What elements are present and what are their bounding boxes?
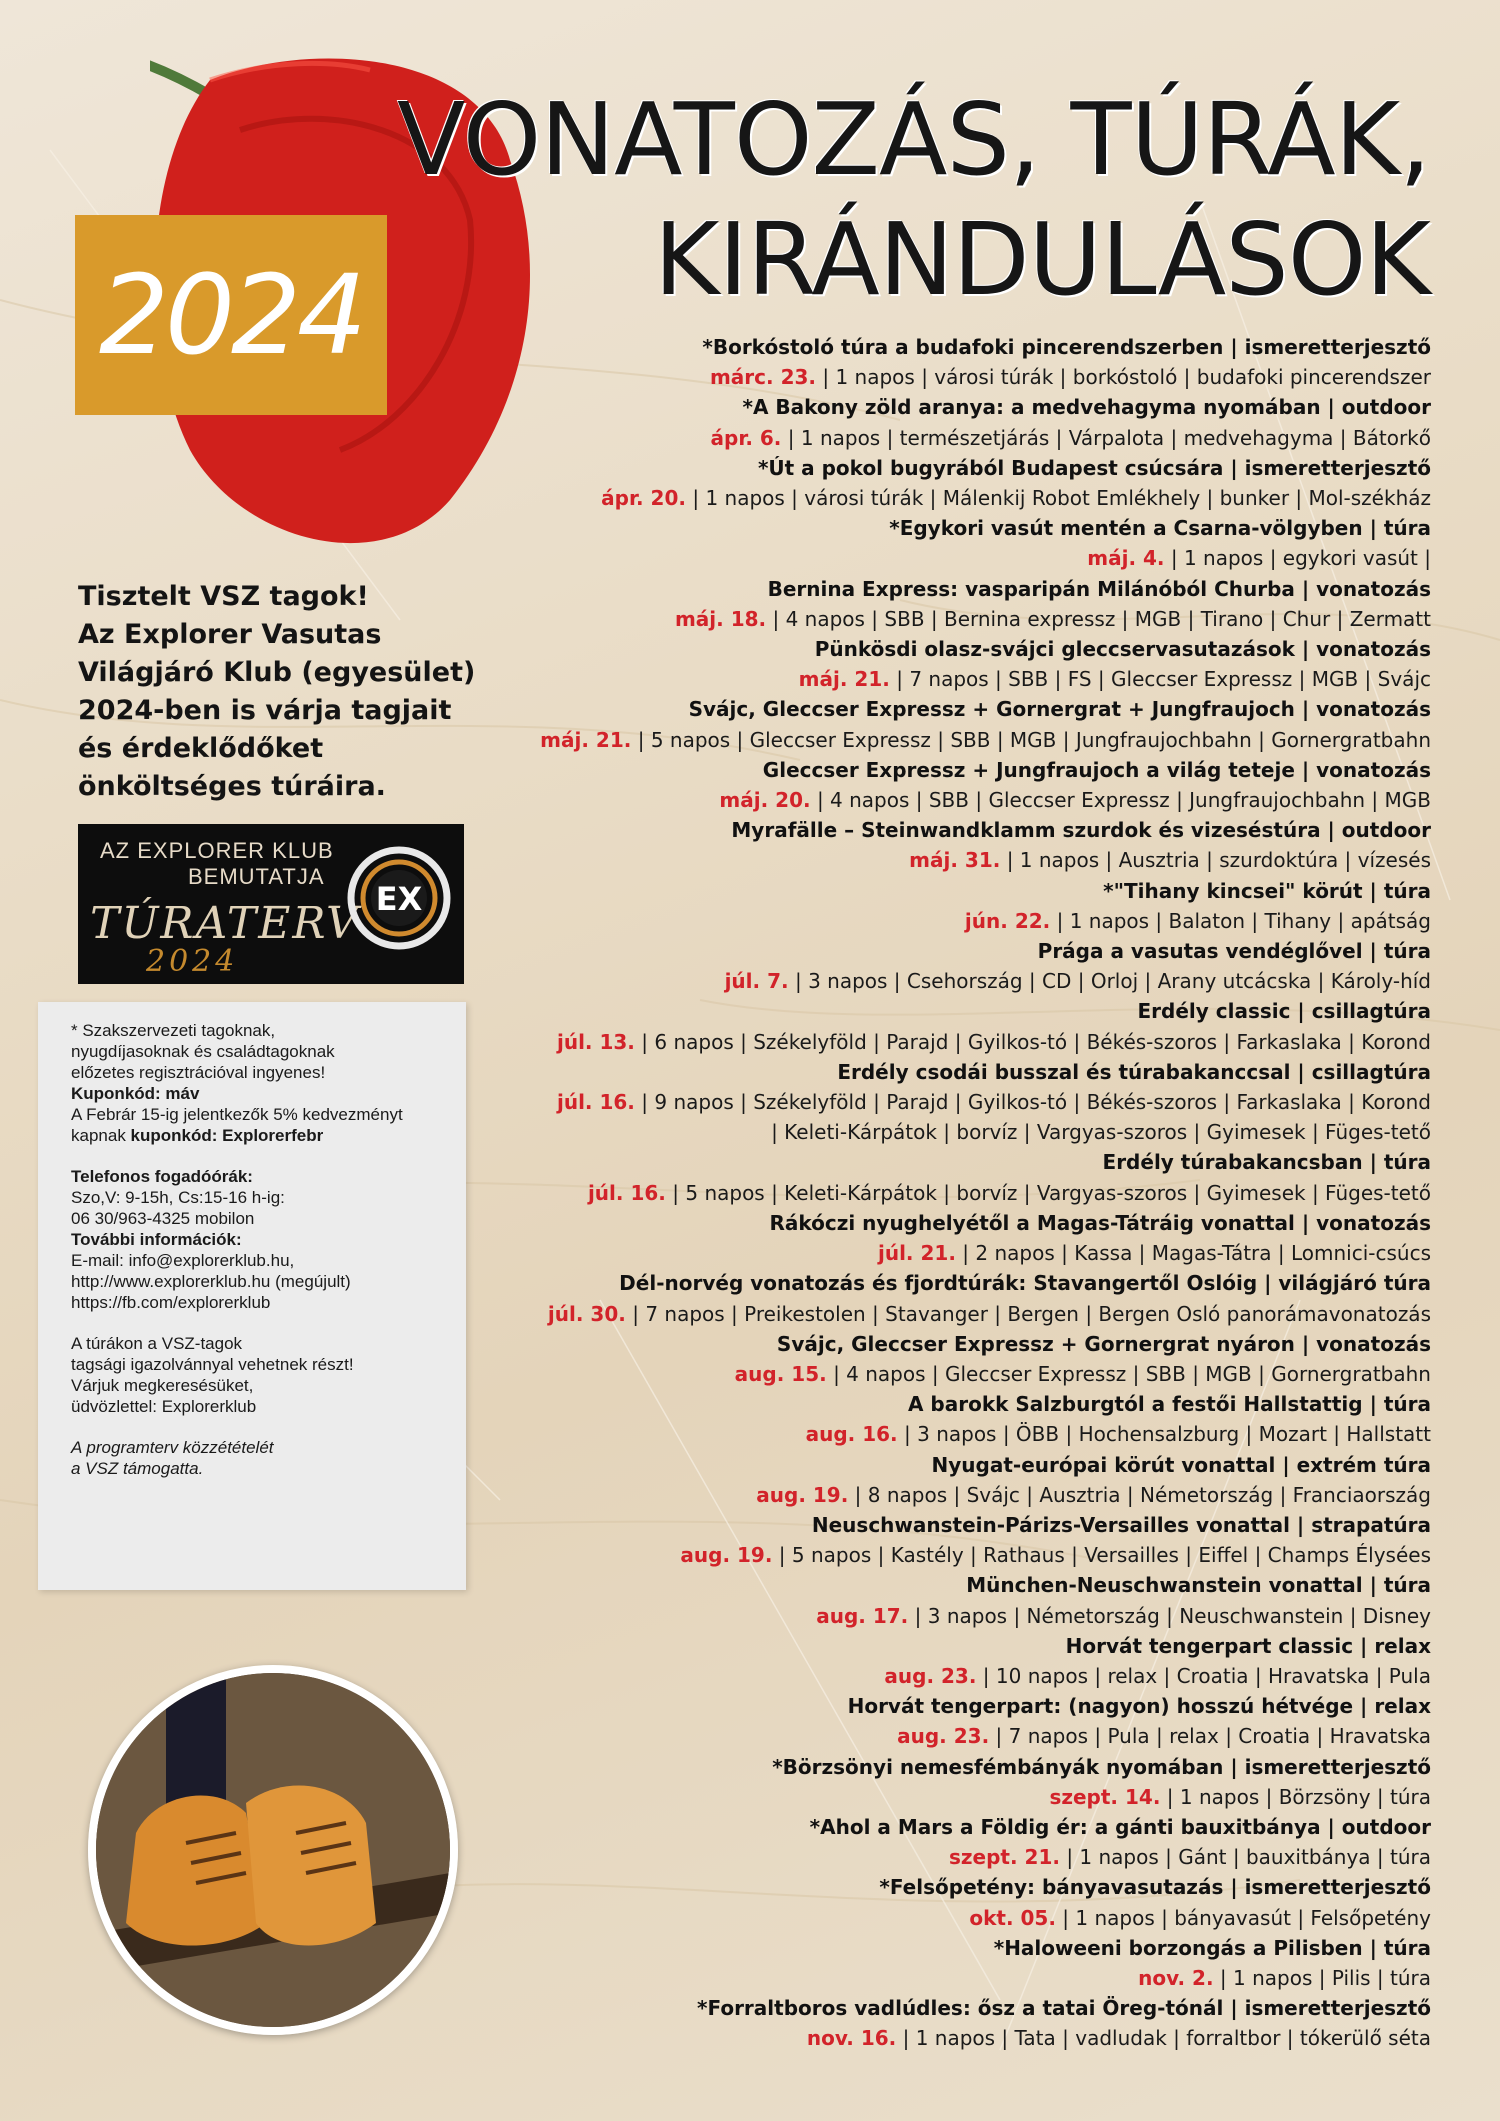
title-line-1: VONATOZÁS, TÚRÁK,: [396, 81, 1430, 198]
event-date: aug. 19.: [680, 1543, 773, 1568]
event-date: aug. 19.: [756, 1482, 849, 1507]
event-title: München-Neuschwanstein vonattal | túra: [966, 1573, 1431, 1598]
facebook-link[interactable]: https://fb.com/explorerklub: [71, 1293, 271, 1312]
event-details: [331, 1299, 1431, 1329]
event-info: | 7 napos | Pula | relax | Croatia | Hravatska: [989, 1724, 1431, 1749]
event-title: *Ahol a Mars a Földig ér: a gánti bauxitbánya | outdoor: [809, 1814, 1431, 1839]
event-date: júl. 16.: [587, 1180, 666, 1205]
event-date: aug. 23.: [897, 1724, 990, 1749]
banner-line-2: BEMUTATJA: [188, 864, 325, 889]
event-date: okt. 05.: [969, 1905, 1056, 1930]
info-text: tagsági igazolvánnyal vehetnek részt!: [71, 1355, 354, 1374]
sponsor-note: A programterv közzétételét: [71, 1438, 274, 1457]
event-title: Pünkösdi olasz-svájci gleccservasutazások | vonatozás: [814, 637, 1431, 662]
event-details: [331, 604, 1431, 634]
info-text: Várjuk megkeresésüket,: [71, 1376, 254, 1395]
event-info: | 4 napos | Gleccser Expressz | SBB | MGB | Gornergratbahn: [826, 1361, 1431, 1386]
event-date: ápr. 6.: [710, 425, 782, 450]
coupon-code: Kuponkód: máv: [71, 1084, 200, 1103]
event-details: [331, 1178, 1431, 1208]
event-info: | 1 napos | bányavasút | Felsőpetény: [1055, 1905, 1431, 1930]
info-text: A túrákon a VSZ-tagok: [71, 1334, 243, 1353]
event-info: | 10 napos | relax | Croatia | Hravatska | Pula: [976, 1663, 1431, 1688]
title-line-2: KIRÁNDULÁSOK: [653, 201, 1430, 318]
sponsor-note: a VSZ támogatta.: [71, 1459, 204, 1478]
event-title: *Börzsönyi nemesfémbányák nyomában | ismeretterjesztő: [772, 1754, 1431, 1779]
event-date: ápr. 20.: [601, 486, 686, 511]
event-info: | 5 napos | Gleccser Expressz | SBB | MGB | Jungfraujochbahn | Gornergratbahn: [631, 727, 1431, 752]
event-date: máj. 21.: [540, 727, 632, 752]
event-date: júl. 30.: [547, 1301, 626, 1326]
event-info: | 1 napos | természetjárás | Várpalota | medvehagyma | Bátorkő: [781, 425, 1431, 450]
event-info: | 3 napos | Csehország | CD | Orloj | Arany utcácska | Károly-híd: [788, 969, 1431, 994]
event-title: *Út a pokol bugyrából Budapest csúcsára | ismeretterjesztő: [757, 455, 1431, 480]
coupon-code-febr: kuponkód: Explorerfebr: [130, 1126, 324, 1145]
event-details: [331, 966, 1431, 996]
event-details: [331, 362, 1431, 392]
event-title: A barokk Salzburgtól a festői Hallstattig | túra: [907, 1392, 1431, 1417]
info-text: * Szakszervezeti tagoknak,: [71, 1021, 276, 1040]
event-date: júl. 21.: [877, 1241, 956, 1266]
event-details: [331, 725, 1431, 755]
event-details: [331, 1359, 1431, 1389]
event-title: Gleccser Expressz + Jungfraujoch a világ teteje | vonatozás: [762, 757, 1431, 782]
event-details: [331, 1661, 1431, 1691]
info-text: kapnak: [71, 1126, 131, 1145]
event-details: [331, 1027, 1431, 1057]
event-details: [331, 1419, 1431, 1449]
event-date: júl. 16.: [556, 1090, 635, 1115]
event-details-continued: | Keleti-Kárpátok | borvíz | Vargyas-szoros | Gyimesek | Füges-tető: [771, 1120, 1431, 1145]
event-info: | 5 napos | Keleti-Kárpátok | borvíz | Vargyas-szoros | Gyimesek | Füges-tető: [665, 1180, 1431, 1205]
event-title: Horvát tengerpart classic | relax: [1065, 1633, 1431, 1658]
event-title: *"Tihany kincsei" körút | túra: [1103, 878, 1431, 903]
event-date: máj. 20.: [719, 788, 811, 813]
intro-line: 2024-ben is várja tagjait: [78, 695, 452, 726]
logo-text: EX: [375, 880, 423, 918]
event-info: | 3 napos | ÖBB | Hochensalzburg | Mozart | Hallstatt: [897, 1422, 1431, 1447]
event-date: jún. 22.: [964, 908, 1051, 933]
info-text: előzetes regisztrációval ingyenes!: [71, 1063, 326, 1082]
event-info: | 8 napos | Svájc | Ausztria | Németország | Franciaország: [848, 1482, 1431, 1507]
event-info: | 1 napos | Gánt | bauxitbánya | túra: [1059, 1845, 1431, 1870]
event-info: | 5 napos | Kastély | Rathaus | Versailles | Eiffel | Champs Élysées: [772, 1543, 1431, 1568]
event-details: [331, 1601, 1431, 1631]
event-info: | 2 napos | Kassa | Magas-Tátra | Lomnici-csúcs: [955, 1241, 1431, 1266]
event-info: | 1 napos | városi túrák | Málenkij Robot Emlékhely | bunker | Mol-székház: [686, 486, 1431, 511]
event-date: máj. 18.: [674, 606, 767, 631]
event-details: [331, 1963, 1431, 1993]
event-info: | 1 napos | Balaton | Tihany | apátság: [1050, 908, 1431, 933]
event-date: máj. 31.: [909, 848, 1001, 873]
event-info: | 1 napos | Börzsöny | túra: [1160, 1784, 1431, 1809]
event-info: | 4 napos | SBB | Gleccser Expressz | Jungfraujochbahn | MGB: [810, 788, 1431, 813]
event-info: | 1 napos | Ausztria | szurdoktúra | vízesés: [1000, 848, 1431, 873]
event-date: aug. 23.: [884, 1663, 977, 1688]
event-title: *Forraltboros vadlúdles: ősz a tatai Öreg-tónál | ismeretterjesztő: [697, 1996, 1431, 2021]
event-title: Svájc, Gleccser Expressz + Gornergrat + Jungfraujoch | vonatozás: [688, 697, 1431, 722]
intro-line: önköltséges túráira.: [78, 771, 386, 802]
website-link[interactable]: http://www.explorerklub.hu (megújult): [71, 1272, 351, 1291]
year-badge: 2024: [75, 215, 387, 415]
event-info: | 9 napos | Székelyföld | Parajd | Gyilkos-tó | Békés-szoros | Farkaslaka | Korond: [634, 1090, 1431, 1115]
event-date: szept. 14.: [1049, 1784, 1161, 1809]
event-details: [331, 1238, 1431, 1268]
event-date: márc. 23.: [709, 365, 817, 390]
event-info: | 1 napos | városi túrák | borkóstoló | budafoki pincerendszer: [816, 365, 1431, 390]
event-info: | 1 napos | Tata | vadludak | forraltbor | tókerülő séta: [896, 2026, 1431, 2051]
event-details: [331, 483, 1431, 513]
event-details: [331, 906, 1431, 936]
event-title: *Borkóstoló túra a budafoki pincerendszerben | ismeretterjesztő: [702, 335, 1431, 359]
event-title: Bernina Express: vasparipán Milánóból Churba | vonatozás: [767, 576, 1431, 601]
banner-line-3: TÚRATERV: [90, 898, 360, 949]
event-info: | 6 napos | Székelyföld | Parajd | Gyilkos-tó | Békés-szoros | Farkaslaka | Korond: [634, 1029, 1431, 1054]
event-title: Dél-norvég vonatozás és fjordtúrák: Stavangertől Oslóig | világjáró túra: [619, 1271, 1431, 1296]
event-title: *Felsőpetény: bányavasutazás | ismeretterjesztő: [879, 1875, 1431, 1900]
event-details: [331, 1480, 1431, 1510]
page-title: [396, 81, 1430, 318]
intro-line: és érdeklődőket: [78, 733, 324, 764]
event-date: máj. 21.: [798, 667, 890, 692]
info-text: üdvözlettel: Explorerklub: [71, 1397, 257, 1416]
event-details: [331, 1782, 1431, 1812]
event-details: [331, 543, 1431, 573]
event-details: [331, 1842, 1431, 1872]
event-info: | 3 napos | Németország | Neuschwanstein | Disney: [908, 1603, 1431, 1628]
event-details: [331, 785, 1431, 815]
event-details: [331, 1903, 1431, 1933]
event-date: aug. 16.: [805, 1422, 898, 1447]
event-date: aug. 17.: [816, 1603, 909, 1628]
event-info: | 7 napos | SBB | FS | Gleccser Expressz | MGB | Svájc: [889, 667, 1431, 692]
event-date: nov. 2.: [1138, 1965, 1214, 1990]
event-title: *Haloweeni borzongás a Pilisben | túra: [993, 1935, 1431, 1960]
event-date: nov. 16.: [806, 2026, 897, 2051]
intro-line: Az Explorer Vasutas: [78, 619, 382, 650]
event-title: *A Bakony zöld aranya: a medvehagyma nyomában | outdoor: [742, 395, 1431, 420]
banner-line-1: AZ EXPLORER KLUB: [100, 838, 334, 863]
event-info: | 4 napos | SBB | Bernina expressz | MGB | Tirano | Chur | Zermatt: [766, 606, 1431, 631]
phone-hours-heading: Telefonos fogadóórák:: [71, 1167, 253, 1186]
event-date: júl. 7.: [724, 969, 789, 994]
event-details: [331, 2023, 1431, 2053]
event-date: szept. 21.: [948, 1845, 1060, 1870]
event-title: *Egykori vasút mentén a Csarna-völgyben | túra: [889, 516, 1431, 541]
event-details: [331, 845, 1431, 875]
event-details: [331, 423, 1431, 453]
event-title: Svájc, Gleccser Expressz + Gornergrat nyáron | vonatozás: [776, 1331, 1431, 1356]
event-title: Nyugat-európai körút vonattal | extrém túra: [931, 1452, 1431, 1477]
phone-number: 06 30/963-4325 mobilon: [71, 1209, 255, 1228]
event-details: [331, 1540, 1431, 1570]
event-title: Prága a vasutas vendéglővel | túra: [1037, 939, 1431, 964]
info-text: A Febrár 15-ig jelentkezők 5% kedvezményt: [71, 1105, 403, 1124]
more-info-heading: További információk:: [71, 1230, 242, 1249]
event-title: Erdély csodái busszal és túrabakanccsal | csillagtúra: [837, 1059, 1431, 1084]
event-title: Rákóczi nyughelyétől a Magas-Tátráig vonattal | vonatozás: [769, 1210, 1431, 1235]
event-title: Myrafälle – Steinwandklamm szurdok és vizeséstúra | outdoor: [731, 818, 1431, 843]
event-title: Erdély classic | csillagtúra: [1137, 999, 1431, 1024]
event-date: júl. 13.: [556, 1029, 635, 1054]
email-link[interactable]: E-mail: info@explorerklub.hu,: [71, 1251, 295, 1270]
event-title: Erdély túrabakancsban | túra: [1102, 1150, 1431, 1175]
info-text: Szo,V: 9-15h, Cs:15-16 h-ig:: [71, 1188, 285, 1207]
event-details: [331, 664, 1431, 694]
info-text: nyugdíjasoknak és családtagoknak: [71, 1042, 335, 1061]
event-schedule: [331, 332, 1431, 2054]
event-title: Horvát tengerpart: (nagyon) hosszú hétvége | relax: [847, 1694, 1431, 1719]
banner-line-4: 2024: [146, 944, 239, 979]
event-details: [331, 1721, 1431, 1751]
event-date: máj. 4.: [1087, 546, 1165, 571]
intro-line: Világjáró Klub (egyesület): [78, 657, 476, 688]
event-date: aug. 15.: [734, 1361, 827, 1386]
event-info: | 1 napos | egykori vasút |: [1164, 546, 1431, 571]
event-title: Neuschwanstein-Párizs-Versailles vonattal | strapatúra: [811, 1512, 1431, 1537]
intro-line: Tisztelt VSZ tagok!: [78, 581, 369, 612]
event-details: [331, 1087, 1431, 1117]
event-info: | 7 napos | Preikestolen | Stavanger | Bergen | Bergen Osló panorámavonatozás: [625, 1301, 1431, 1326]
event-info: | 1 napos | Pilis | túra: [1213, 1965, 1431, 1990]
